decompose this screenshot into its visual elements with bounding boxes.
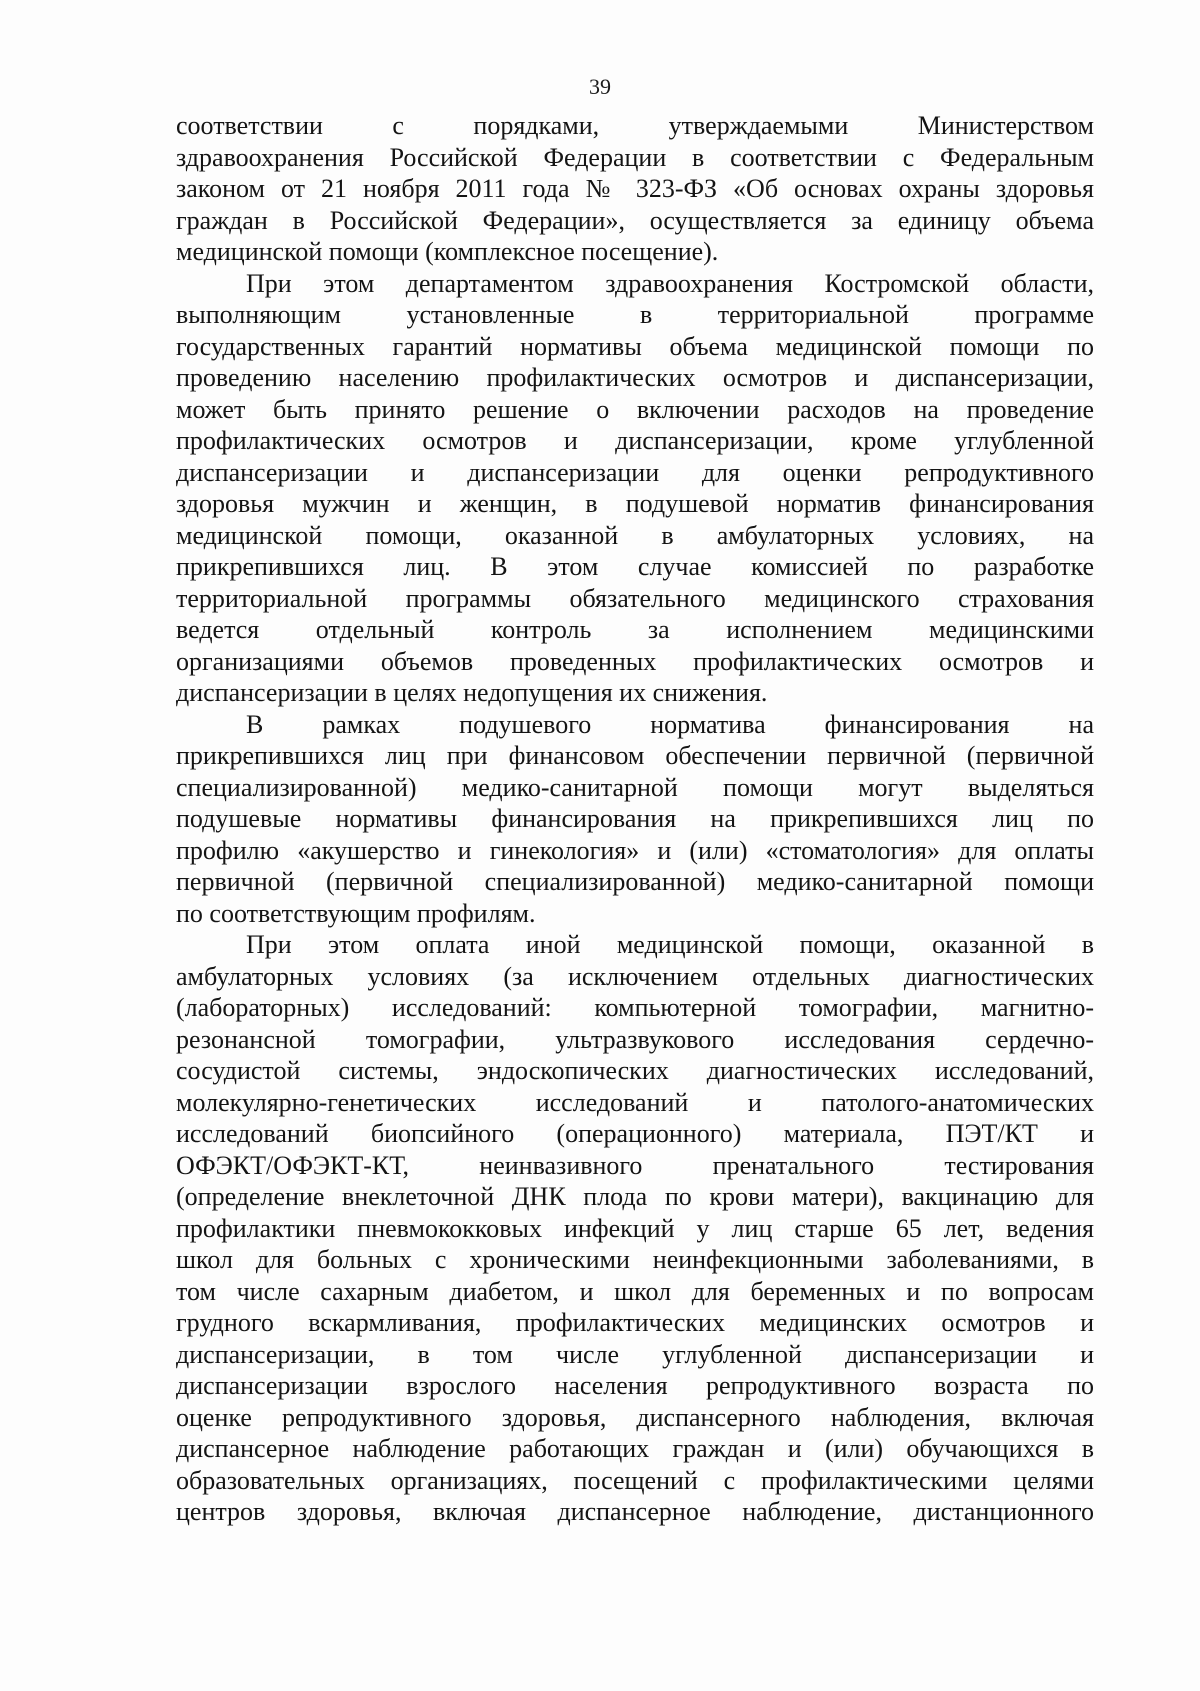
paragraph-line: амбулаторных условиях (за исключением отдельных диагностических [176, 961, 1094, 991]
paragraph-line: диспансеризации взрослого населения репродуктивного возраста по [176, 1371, 1094, 1400]
paragraph-line: законом от 21 ноября 2011 года № 323-ФЗ «Об основах охраны здоровья [176, 174, 1094, 203]
paragraph-line: граждан в Российской Федерации», осуществляется за единицу объема [176, 205, 1094, 235]
paragraph-line: В рамках подушевого норматива финансирования на [246, 709, 1094, 739]
paragraph-line: грудного вскармливания, профилактических медицинских осмотров и [176, 1308, 1094, 1337]
paragraph-line: здоровья мужчин и женщин, в подушевой норматив финансирования [176, 489, 1094, 518]
paragraph-line: оценке репродуктивного здоровья, диспансерного наблюдения, включая [176, 1402, 1094, 1432]
paragraph-line: медицинской помощи, оказанной в амбулаторных условиях, на [176, 520, 1094, 550]
paragraph-line: При этом оплата иной медицинской помощи, оказанной в [246, 930, 1094, 959]
paragraph-line: (лабораторных) исследований: компьютерной томографии, магнитно- [176, 993, 1094, 1022]
paragraph-line: профилю «акушерство и гинекология» и (или) «стоматология» для оплаты [176, 835, 1094, 865]
paragraph-line: молекулярно-генетических исследований и патолого-анатомических [176, 1087, 1094, 1117]
paragraph-line: диспансерное наблюдение работающих граждан и (или) обучающихся в [176, 1434, 1094, 1463]
paragraph-line: исследований биопсийного (операционного) материала, ПЭТ/КТ и [176, 1119, 1094, 1148]
paragraph-line: прикрепившихся лиц. В этом случае комиссией по разработке [176, 552, 1094, 581]
paragraph-line: территориальной программы обязательного медицинского страхования [176, 583, 1094, 613]
paragraph-line: образовательных организациях, посещений с профилактическими целями [176, 1465, 1094, 1495]
paragraph-line: выполняющим установленные в территориальной программе [176, 300, 1094, 329]
paragraph-line: по соответствующим профилям. [176, 898, 536, 928]
paragraph-line: может быть принято решение о включении расходов на проведение [176, 394, 1094, 424]
paragraph-line: проведению населению профилактических осмотров и диспансеризации, [176, 363, 1094, 392]
paragraph-line: ведется отдельный контроль за исполнением медицинскими [176, 615, 1094, 644]
paragraph-line: соответствии с порядками, утверждаемыми Министерством [176, 111, 1094, 140]
paragraph-line: школ для больных с хроническими неинфекционными заболеваниями, в [176, 1245, 1094, 1274]
page-number: 39 [589, 74, 611, 99]
paragraph-line: сосудистой системы, эндоскопических диагностических исследований, [176, 1056, 1094, 1085]
paragraph-line: резонансной томографии, ультразвукового исследования сердечно- [176, 1024, 1094, 1054]
paragraph-line: первичной (первичной специализированной) медико-санитарной помощи [176, 867, 1094, 896]
paragraph-line: государственных гарантий нормативы объема медицинской помощи по [176, 331, 1094, 361]
paragraph-line: организациями объемов проведенных профилактических осмотров и [176, 646, 1094, 676]
paragraph-line: том числе сахарным диабетом, и школ для беременных и по вопросам [176, 1276, 1094, 1306]
paragraph-line: диспансеризации и диспансеризации для оценки репродуктивного [176, 457, 1094, 487]
paragraph-line: профилактических осмотров и диспансеризации, кроме углубленной [176, 426, 1094, 455]
paragraph-line: здравоохранения Российской Федерации в соответствии с Федеральным [176, 142, 1094, 172]
paragraph-line: подушевые нормативы финансирования на прикрепившихся лиц по [176, 804, 1094, 833]
paragraph-line: центров здоровья, включая диспансерное наблюдение, дистанционного [176, 1497, 1094, 1526]
paragraph-line: медицинской помощи (комплексное посещение). [176, 237, 719, 266]
paragraph-line: профилактики пневмококковых инфекций у лиц старше 65 лет, ведения [176, 1213, 1094, 1243]
paragraph-line: специализированной) медико-санитарной помощи могут выделяться [176, 772, 1094, 802]
paragraph-line: диспансеризации в целях недопущения их снижения. [176, 678, 768, 707]
paragraph-line: ОФЭКТ/ОФЭКТ-КТ, неинвазивного пренатального тестирования [176, 1150, 1094, 1180]
paragraph-line: При этом департаментом здравоохранения Костромской области, [246, 268, 1094, 298]
paragraph-line: диспансеризации, в том числе углубленной диспансеризации и [176, 1339, 1094, 1369]
document-body [176, 110, 1094, 1528]
paragraph-line: (определение внеклеточной ДНК плода по крови матери), вакцинацию для [176, 1182, 1094, 1211]
paragraph-line: прикрепившихся лиц при финансовом обеспечении первичной (первичной [176, 741, 1094, 770]
